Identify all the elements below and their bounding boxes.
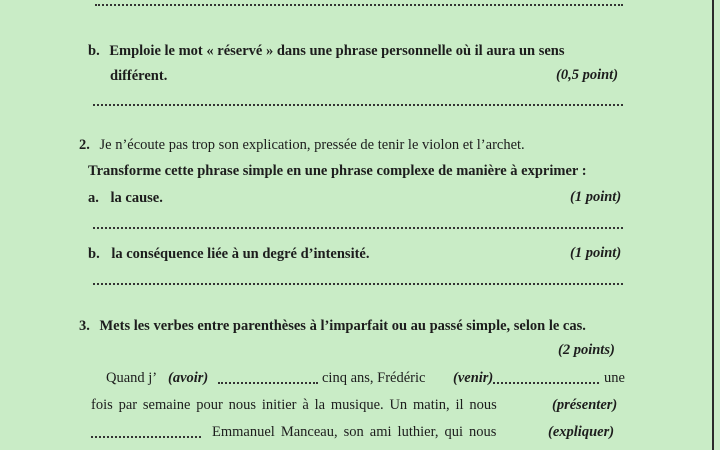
- q2a-text: la cause.: [110, 190, 163, 206]
- right-border: [712, 0, 714, 450]
- q2b-points: (1 point): [570, 245, 622, 261]
- answer-line-q2a[interactable]: [93, 227, 623, 229]
- q3-text-line1c: une: [604, 370, 625, 386]
- q2-sentence-line: [79, 136, 525, 154]
- q3-text-line2: fois par semaine pour nous initier à la musique. Un matin, il nous: [91, 397, 497, 413]
- q2-instruction: Transforme cette phrase simple en une phrase complexe de manière à exprimer :: [88, 163, 587, 179]
- q2-number: 2.: [79, 137, 90, 153]
- q3-text-line1b: cinq ans, Frédéric: [322, 370, 426, 386]
- q3-verb-avoir: (avoir): [168, 370, 209, 386]
- q3-text-line1: Quand j’: [106, 370, 158, 386]
- blank-avoir[interactable]: [218, 382, 318, 384]
- q2b-marker: b.: [88, 246, 100, 262]
- answer-line-q2b[interactable]: [93, 283, 623, 285]
- q3-verb-venir: (venir): [453, 370, 494, 386]
- q1b-points: (0,5 point): [556, 67, 619, 83]
- q2a-points: (1 point): [570, 189, 622, 205]
- answer-line-q1b[interactable]: [93, 104, 623, 106]
- q1b-text: Emploie le mot « réservé » dans une phrase personnelle où il aura un sens: [109, 43, 565, 59]
- q3-text-line3: Emmanuel Manceau, son ami luthier, qui nous: [212, 424, 497, 440]
- q3-verb-presenter: (présenter): [552, 397, 618, 413]
- q3-instruction: Mets les verbes entre parenthèses à l’imparfait ou au passé simple, selon le cas.: [99, 318, 586, 334]
- answer-line-top: [95, 4, 623, 6]
- q3-verb-expliquer: (expliquer): [548, 424, 615, 440]
- q2a-marker: a.: [88, 190, 99, 206]
- q2b-text: la conséquence liée à un degré d’intensité.: [111, 246, 370, 262]
- q2b-line: [88, 245, 370, 263]
- q3-instruction-line: [79, 317, 586, 335]
- blank-venir[interactable]: [493, 382, 599, 384]
- q1b-text-line1: [88, 42, 564, 60]
- q3-number: 3.: [79, 318, 90, 334]
- q1b-text-line2: différent.: [110, 68, 168, 84]
- q2a-line: [88, 189, 163, 207]
- blank-presenter[interactable]: [91, 436, 201, 438]
- q3-points: (2 points): [558, 342, 615, 358]
- q2-sentence: Je n’écoute pas trop son explication, pressée de tenir le violon et l’archet.: [99, 137, 525, 153]
- q1b-marker: b.: [88, 43, 100, 59]
